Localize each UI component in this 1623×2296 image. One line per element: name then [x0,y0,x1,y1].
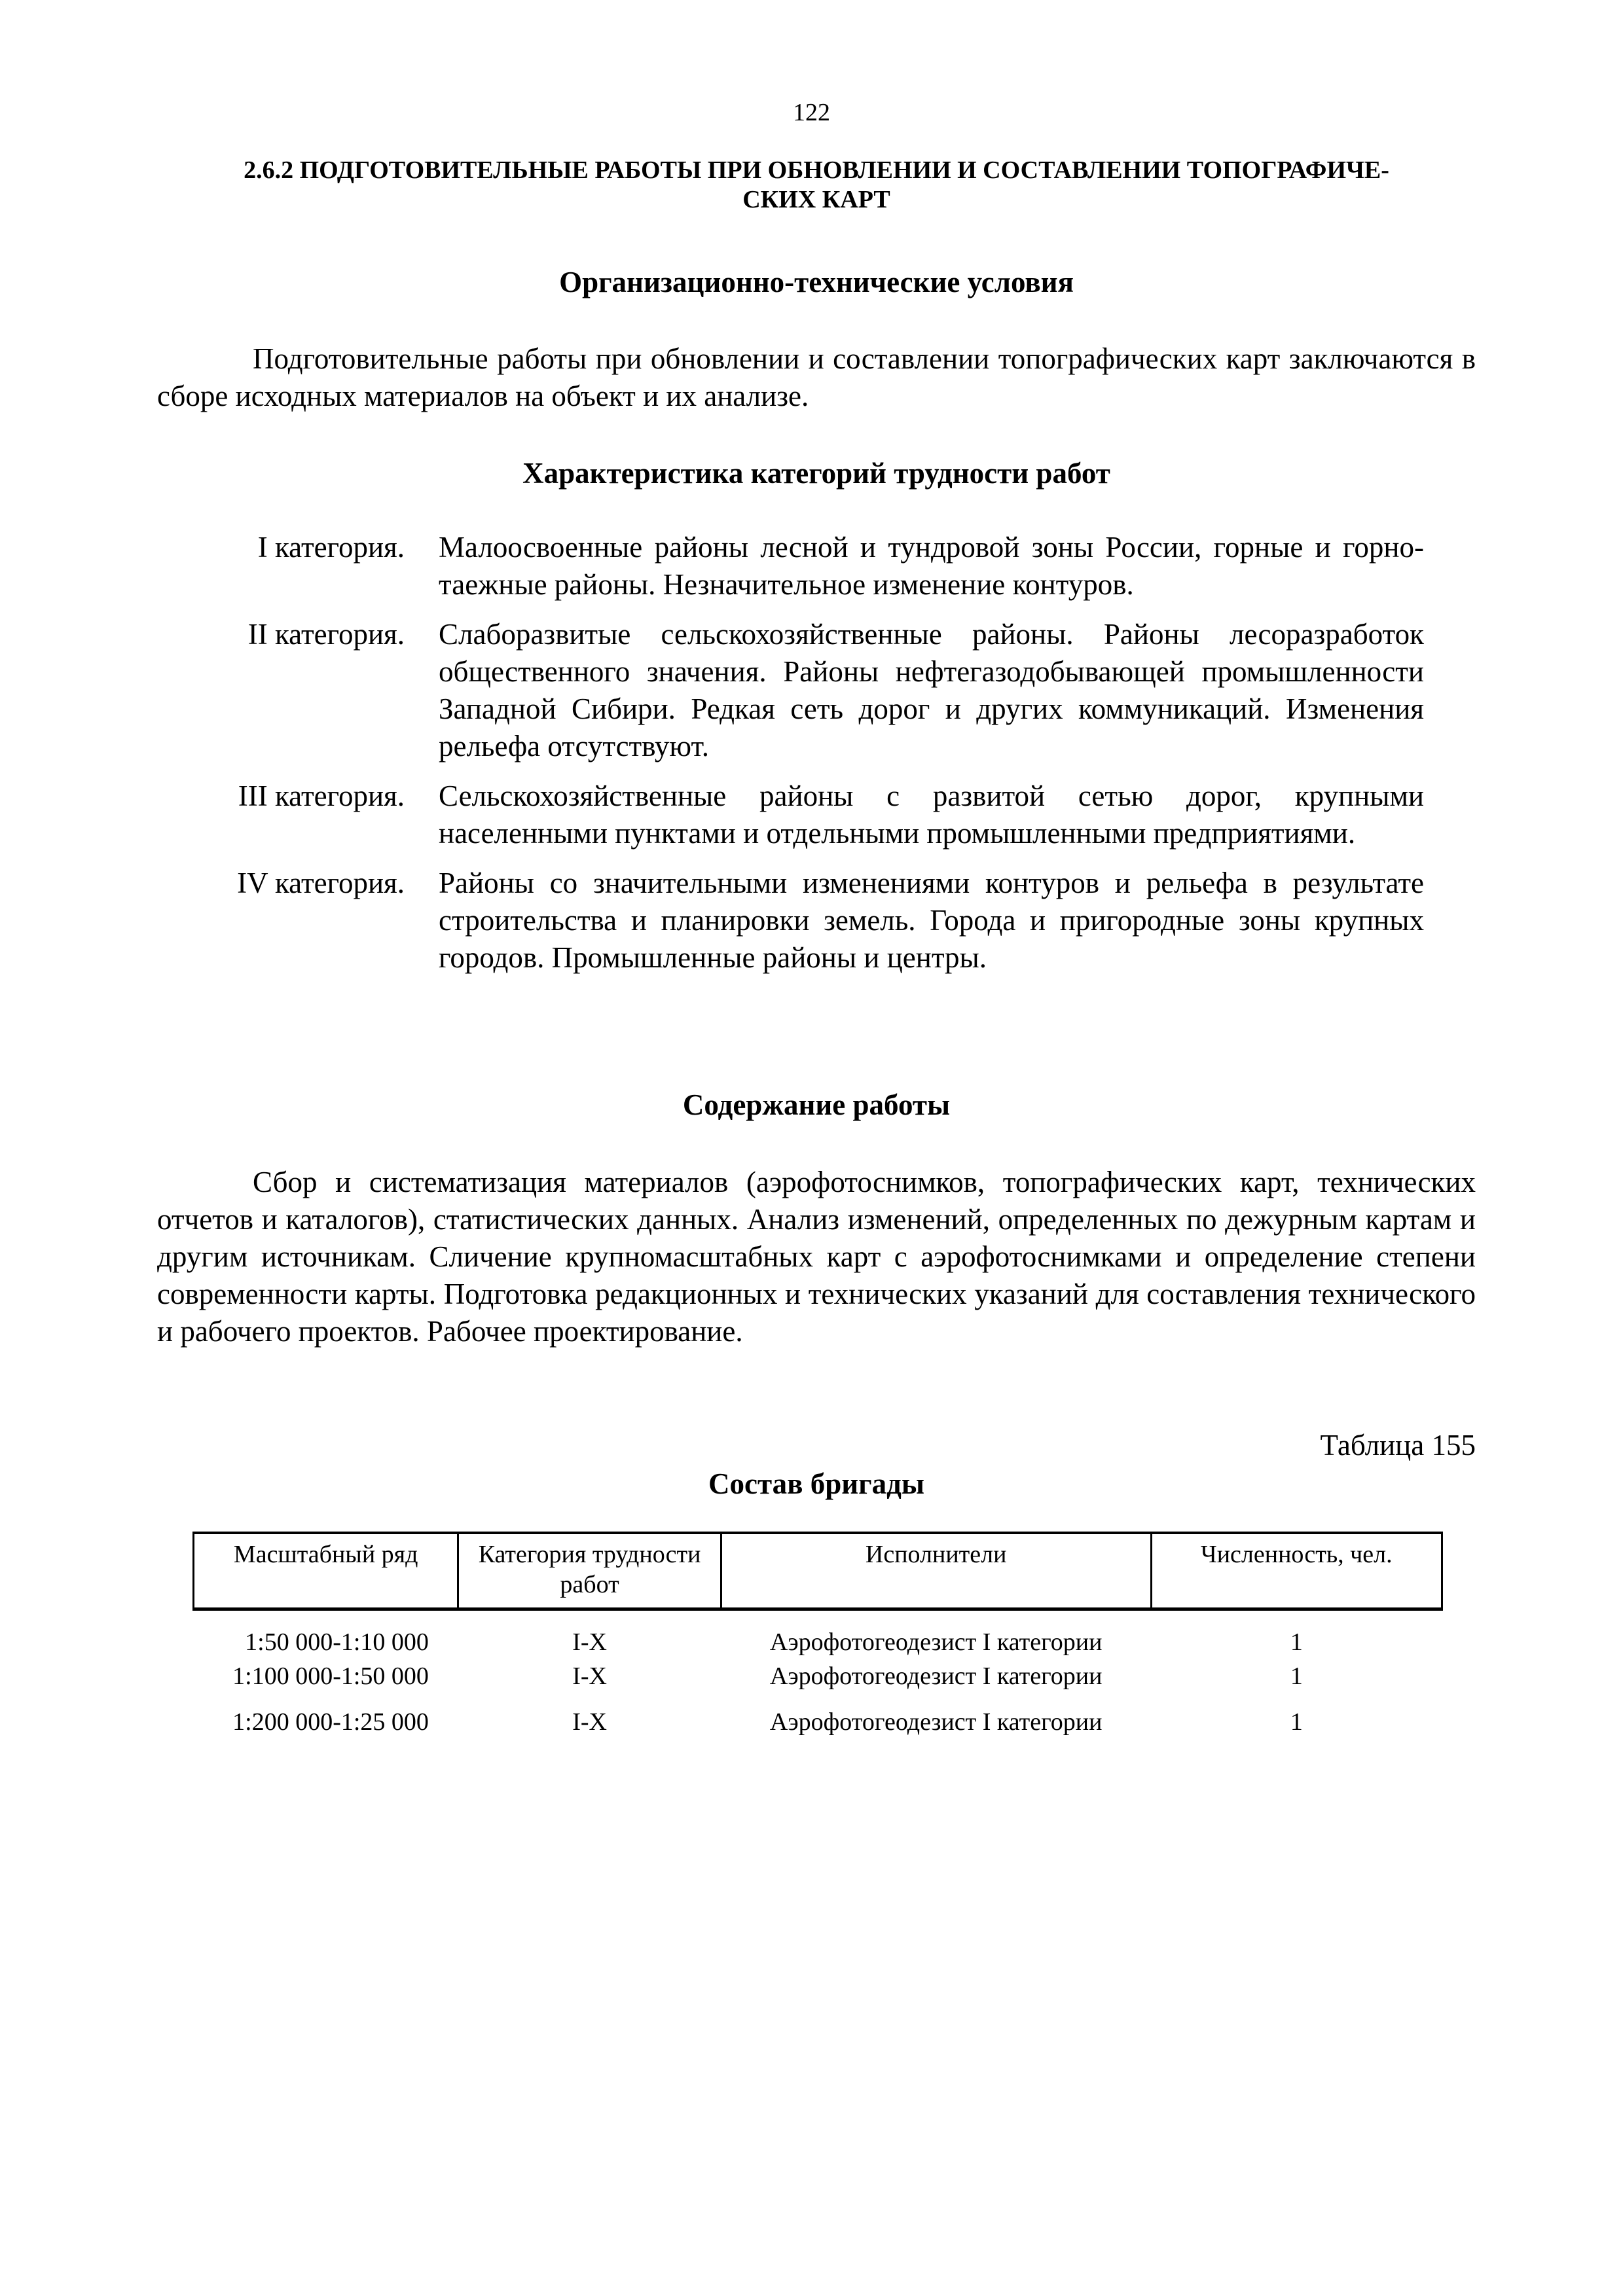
page-number: 122 [793,99,830,126]
categories-list [157,529,1424,989]
section-heading [157,156,1476,215]
cell-scale: 1:50 000-1:10 000 [245,1628,429,1656]
cell-scale: 1:200 000-1:25 000 [232,1708,429,1736]
category-label: I категория. [257,531,405,564]
table-row [194,1657,1442,1696]
header-performers: Исполнители [721,1533,1151,1609]
cell-category: I-X [572,1708,607,1736]
cell-count: 1 [1290,1628,1303,1656]
category-item [157,529,1424,603]
work-heading: Содержание работы [682,1088,951,1121]
category-item [157,778,1424,852]
cell-count: 1 [1290,1708,1303,1736]
table-row [194,1609,1442,1657]
crew-table [192,1532,1443,1748]
cell-count: 1 [1290,1662,1303,1690]
category-label: II категория. [247,618,405,651]
category-text: Сельскохозяйственные районы с развитой сетью дорог, крупными населенными пунктами и отдельными промышленными предприятиями. [439,780,1424,850]
org-heading: Организационно-технические условия [559,266,1074,298]
table-title: Состав бригады [708,1467,924,1500]
category-text: Малоосвоенные районы лесной и тундровой зоны России, горные и горно-таежные районы. Незначительное изменение контуров. [439,531,1424,601]
cell-category: I-X [572,1628,607,1656]
categories-heading: Характеристика категорий трудности работ [522,457,1110,490]
category-item [157,865,1424,977]
section-heading-line: 2.6.2 ПОДГОТОВИТЕЛЬНЫЕ РАБОТЫ ПРИ ОБНОВЛЕНИИ И СОСТАВЛЕНИИ ТОПОГРАФИЧЕ- [244,156,1389,184]
cell-scale: 1:100 000-1:50 000 [232,1662,429,1690]
header-scale: Масштабный ряд [194,1533,458,1609]
cell-performers: Аэрофотогеодезист I категории [769,1708,1103,1736]
category-label: III категория. [238,780,405,812]
cell-performers: Аэрофотогеодезист I категории [769,1628,1103,1656]
table-number: Таблица 155 [1320,1429,1476,1462]
org-paragraph: Подготовительные работы при обновлении и составлении топографических карт заключаются в сборе исходных материалов на объект и их анализе. [157,342,1476,412]
table-row [194,1696,1442,1748]
category-text: Слаборазвитые сельскохозяйственные районы. Районы лесоразработок общественного значения. Районы нефтегазодобывающей промышленности Западной Сибири. Редкая сеть дорог и других коммуникаций. Изменения рельефа отсутствуют. [439,618,1424,762]
cell-performers: Аэрофотогеодезист I категории [769,1662,1103,1690]
category-label: IV категория. [237,867,405,899]
cell-category: I-X [572,1662,607,1690]
table-header-row [194,1533,1442,1609]
category-text: Районы со значительными изменениями контуров и рельефа в результате строительства и планировки земель. Города и пригородные зоны крупных городов. Промышленные районы и центры. [439,867,1424,974]
work-paragraph: Сбор и систематизация материалов (аэрофотоснимков, топографических карт, технических отчетов и каталогов), статистических данных. Анализ изменений, определенных по дежурным картам и другим источникам. Сличение крупномасштабных карт с аэрофотоснимками и определение степени современности карты. Подготовка редакционных и технических указаний для составления технического и рабочего проектов. Рабочее проектирование. [157,1166,1476,1348]
section-heading-line: СКИХ КАРТ [742,186,890,213]
header-count: Численность, чел. [1151,1533,1442,1609]
header-category: Категория трудности работ [458,1533,721,1609]
category-item [157,616,1424,765]
